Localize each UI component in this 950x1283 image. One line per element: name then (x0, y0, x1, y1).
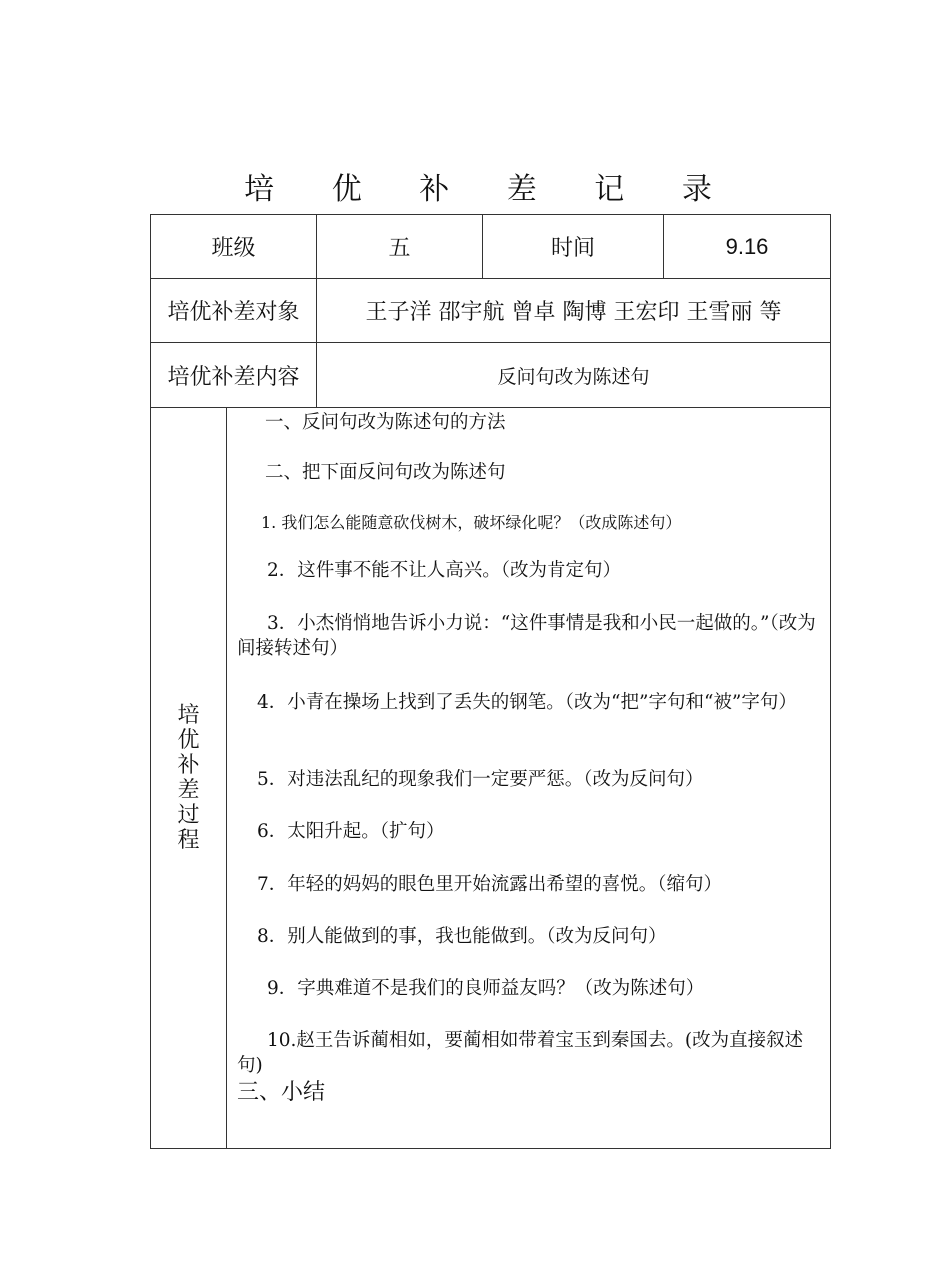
record-table (150, 214, 831, 1149)
process-label-char: 差 (177, 778, 200, 803)
process-line: 9．字典难道不是我们的良师益友吗？（改为陈述句） (267, 978, 705, 999)
process-body (227, 408, 831, 1149)
process-line: 1. 我们怎么能随意砍伐树木，破坏绿化呢？（改成陈述句） (261, 513, 682, 532)
process-label-char: 程 (177, 828, 200, 853)
process-line: 一、反问句改为陈述句的方法 (265, 412, 506, 433)
header-row (151, 215, 831, 279)
process-line: 10.赵王告诉蔺相如，要蔺相如带着宝玉到秦国去。(改为直接叙述句) (237, 1030, 804, 1076)
process-line: 8．别人能做到的事，我也能做到。（改为反问句） (257, 926, 667, 947)
process-line: 6．太阳升起。（扩句） (257, 821, 445, 842)
process-label-char: 补 (177, 753, 200, 778)
content-value: 反问句改为陈述句 (317, 343, 831, 408)
process-line: 7．年轻的妈妈的眼色里开始流露出希望的喜悦。（缩句） (257, 874, 723, 895)
process-label-char: 优 (177, 728, 200, 753)
process-line: 2．这件事不能不让人高兴。（改为肯定句） (267, 560, 622, 581)
process-line: 4．小青在操场上找到了丢失的钢笔。（改为“把”字句和“被”字句） (257, 692, 797, 713)
target-label: 培优补差对象 (151, 279, 317, 343)
class-label: 班级 (151, 215, 317, 279)
process-label-char: 过 (177, 803, 200, 828)
content-row (151, 343, 831, 408)
class-value: 五 (317, 215, 483, 279)
time-value: 9.16 (664, 215, 831, 279)
page-title: 培 优 补 差 记 录 (244, 172, 736, 207)
process-label (151, 408, 227, 1149)
process-line: 5．对违法乱纪的现象我们一定要严惩。（改为反问句） (257, 769, 704, 790)
time-label: 时间 (483, 215, 664, 279)
process-row (151, 408, 831, 1149)
process-line: 三、小结 (237, 1080, 326, 1105)
process-label-char: 培 (177, 703, 200, 728)
content-label: 培优补差内容 (151, 343, 317, 408)
target-row (151, 279, 831, 343)
target-value: 王子洋 邵宇航 曾卓 陶博 王宏印 王雪丽 等 (317, 279, 831, 343)
process-line: 3．小杰悄悄地告诉小力说：“这件事情是我和小民一起做的。”（改为间接转述句） (237, 613, 816, 659)
process-line: 二、把下面反问句改为陈述句 (265, 462, 506, 483)
